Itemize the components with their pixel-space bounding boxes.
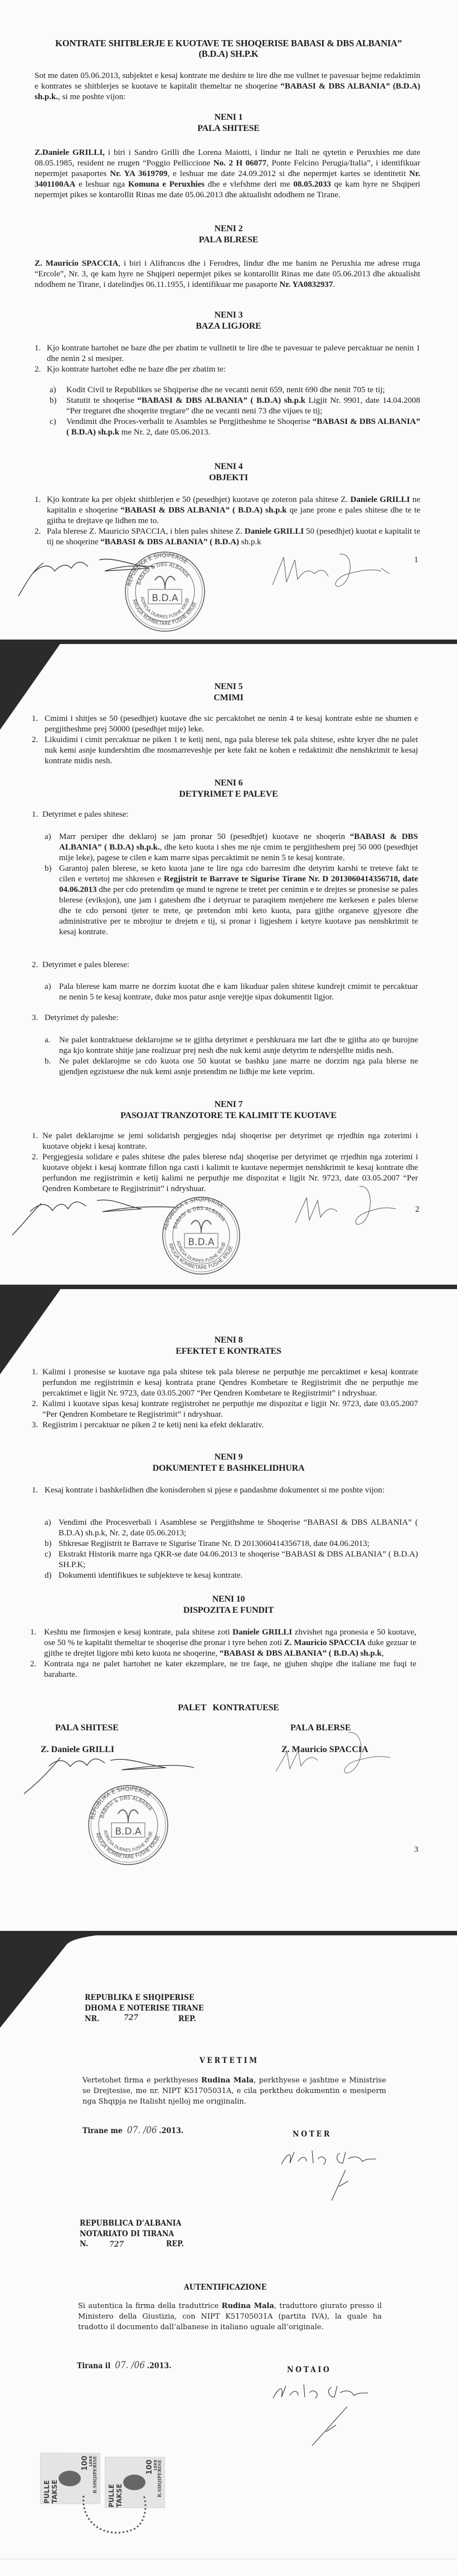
notary-header-line1: REPUBLIKA E SHQIPERISE xyxy=(85,1993,195,2002)
buyer-name: Z. Mauricio SPACCIA xyxy=(281,1745,368,1754)
item-text xyxy=(47,343,420,364)
text-run: dhe per cdo pretendim qe mund te ngrene te tretet per cenimin e te drejtes se pronesise se pales blerese (eviksjon), une jam i gateshem dhe i detyruar te paraqitem menjehere me kerkesen e pales blerse dhe te cdo personi tjeter te trete, qe pretendon mbi keto kuota, para gjithe organeve gjyesore dhe administrative per te mbrojtur te drejetn e tij, si pronar i ligjeshem i ketyre kuotave pas nenshkrimit te kesaj kontrate. xyxy=(59,885,418,936)
item-text: Detyrimet e pales shitese: xyxy=(42,810,129,819)
text-run: qe kam hyre ne Shqiperi nepermjet pikes se kontarollit Rinas me date 05.06.2013 dhe aktualisht ndodhem ne Tirane. xyxy=(35,180,420,199)
item-text xyxy=(47,526,420,548)
list-item xyxy=(45,1539,418,1549)
item-text xyxy=(42,1131,418,1152)
certification-title: VERTETIM xyxy=(200,2056,259,2065)
text-run: , Ponte Felcino Perugia/Italia”, i identifikuar nepermjet pasaportes xyxy=(35,159,420,178)
article-title: OBJEKTI xyxy=(209,473,248,482)
intro-paragraph xyxy=(35,71,420,103)
text-run: No. 2 H 06077 xyxy=(213,159,267,168)
text-run: “BABASI & DBS ALBANIA” ( B.D.A) sh.p.k. xyxy=(59,832,419,852)
item-label: 3. xyxy=(32,1421,38,1430)
article-list xyxy=(35,495,420,548)
list-item xyxy=(50,396,420,417)
text-run: Ekstrakt Historik marre nga QKR-se date 04.06.2013 te shoqerise “BABASI & DBS ALBANIA” ( B.D.A) SH.P.K; xyxy=(59,1550,418,1569)
obligations-mutual xyxy=(32,1013,418,1077)
date-year: .2013. xyxy=(147,2362,172,2370)
item-label: 1. xyxy=(30,1628,37,1637)
article-number: NENI 4 xyxy=(214,462,243,471)
rep-label: REP. xyxy=(166,2240,184,2248)
text-run: duke gezuar te gjithe te drejtet ligjore mbi keto kuota ne shoqerine, xyxy=(44,1638,417,1658)
text-run: , perkthyese e jashtme e Ministrise se Drejtesise, me nr. NIPT K51705031A, e cila perktheu dokumentin e mesiperm nga Shqipja ne Italisht njelloj me origjinalin. xyxy=(82,2076,386,2106)
article-title: DISPOZITA E FUNDIT xyxy=(183,1606,274,1615)
text-run: Kalimi i kuotave sipas kesaj kontrate regjistrohet ne perputhje me dispozitat e ligjit Nr. 9723, date 03.05.2007 “Per Qendren Kombetare te Regjistrimit” i ndryshuar. xyxy=(42,1399,418,1419)
text-run: Regjistrit te Barrave te Sigurise Tirane Nr. D 2013060414356718, date 04.06.2013 xyxy=(59,875,418,894)
list-item xyxy=(32,1367,418,1399)
contract-title: KONTRATE SHITBLERJE E KUOTAVE TE SHOQERISE BABASI & DBS ALBANIA” xyxy=(55,38,402,48)
text-run: zhvishet nga pronesia e 50 kuotave, ose 50 % te kapitalit themeltar te shoqerise dhe pronar i tyre behen zoti xyxy=(44,1628,416,1647)
item-label: a) xyxy=(45,832,51,841)
text-run: Rudina Mala xyxy=(221,2302,274,2310)
text-run: Ne palet deklarojme se cdo kuota ose 50 kuotat se bashku jane marre ne dorzim nga pala blerse ne gjendjen egzistuese dhe nuk kemi asnje pretendim ne lidhje me kete veprim. xyxy=(59,1057,418,1076)
list-item xyxy=(35,495,420,526)
item-label: c) xyxy=(50,417,56,426)
seal-text: ADRESA DURRES FUSHE KRUJE xyxy=(176,1240,227,1264)
item-label: b) xyxy=(50,396,57,405)
text-run: Vendimit dhe Proces-verbalit te Asambles se Pergjitheshme te Shoqerise xyxy=(66,417,313,426)
text-run: Kjo kontrate hartohet edhe ne baze dhe per zbatim te: xyxy=(47,365,226,374)
seal-text: REPUBLIKA E SHQIPERISE xyxy=(126,552,188,587)
article-title: DETYRIMET E PALEVE xyxy=(179,789,278,799)
list-item xyxy=(50,417,420,438)
item-text xyxy=(59,1539,418,1549)
list-item xyxy=(35,364,420,375)
list-item xyxy=(30,1659,416,1680)
seller-name: Z. Daniele GRILLI xyxy=(41,1745,115,1754)
text-run: Nr. YA 3619709 xyxy=(110,169,168,178)
text-run: “BABASI & DBS ALBANIA” (B.D.A) sh.p.k. xyxy=(35,82,421,101)
company-seal xyxy=(124,551,206,632)
seal-text: RRUGA KOMBETARE FUSHE KRUJE xyxy=(94,1832,162,1861)
rep-label: REP. xyxy=(178,2014,196,2023)
notary-round-stamp xyxy=(78,2485,150,2540)
item-text xyxy=(59,832,418,863)
item-label: b) xyxy=(45,1539,52,1548)
seal-text: BABASI & DBS ALBANIA xyxy=(172,1206,226,1230)
item-text xyxy=(42,1367,418,1399)
article-list xyxy=(35,343,420,438)
list-item xyxy=(30,1627,416,1659)
seal-text: B.D.A xyxy=(115,1826,142,1837)
text-run: Z. Mauricio SPACCIA xyxy=(284,1638,366,1647)
item-text xyxy=(59,1518,418,1539)
item-label: 1. xyxy=(32,714,38,723)
text-run: i biri i Sandro Grilli dhe Lorena Maiotti, i lindur ne Itali ne qytetin e Peruxhies me date 08.05.1985, resident ne rrugen “Poggio Pelliccione xyxy=(35,148,420,168)
item-label: 2. xyxy=(35,365,41,374)
date-prefix: Tirane me xyxy=(82,2126,123,2135)
notary-signature xyxy=(279,2148,390,2203)
text-run: “BABASI & DBS ALBANIA” ( B.D.A) sh.p.k xyxy=(137,396,306,405)
text-run: Marr persiper dhe deklaroj se jam pronar 50 (pesedhjet) kuotave ne shoqerin xyxy=(59,832,350,841)
company-seal xyxy=(87,1784,169,1866)
page-number: 1 xyxy=(414,555,419,564)
list-item xyxy=(35,343,420,364)
buyer-signature xyxy=(270,1730,393,1783)
text-run: “BABASI & DBS ALBANIA” ( B.D.A) sh.p.k xyxy=(66,417,420,437)
text-run: Kesaj kontrate i bashkelidhen dhe konisderohen si pjese e pandashme dokumentet si me poshte vijon: xyxy=(45,1486,385,1495)
text-run: Pergjegjesia solidare e pales shitese dhe pales blerese ndaj shoqerise per detyrimet qe rrjedhin nga zoterimi i kuotave objekt i kesaj kontrate fillon nga casti i kalimit te kuotave nepermjet nenshkrimit te kesaj kontrate dhe perfundon me regjistrimin e ketij kalimi ne perputhje me dispozitat e ligjit Nr. 9723, date 03.05.2007 “Per Qendren Kombetare te Regjistrimit” i ndryshuar. xyxy=(42,1153,418,1193)
article-list xyxy=(32,1485,400,1496)
item-label: a) xyxy=(45,982,51,991)
text-run: Cmimi i shitjes se 50 (pesedhjet) kuotave dhe sic percaktohet ne nenin 4 te kesaj kontrate eshte ne shumen e pergjitheshme prej 50000 (pesedhjet mije) leke. xyxy=(45,714,418,734)
page-separator xyxy=(0,640,457,644)
seal-text: BABASI & DBS ALBANIA xyxy=(136,562,190,586)
article-number: NENI 3 xyxy=(214,310,243,320)
tax-stamp-issuer: R.SHQIPERISE xyxy=(92,2456,98,2494)
nr-value: 727 xyxy=(124,2013,139,2022)
item-label: b. xyxy=(45,1057,51,1066)
text-run: Shkresae Regjistrit te Barrave te Sigurise Tirane Nr. D 2013060414356718, date 04.06.2013; xyxy=(59,1539,370,1548)
item-text xyxy=(59,863,418,938)
text-run: Pala blerese kam marre ne dorzim kuotat dhe e kam likuduar palen shitese kundrejt cmimit te percaktuar ne nenin 5 te kesaj kontrate, duke mos patur asnje verejtje sipas dokumentit ligjor. xyxy=(59,982,418,1002)
item-text xyxy=(59,1570,418,1581)
text-run: Vendimi dhe Procesverbali i Asamblese se Pergjithshme te Shoqerise “BABASI & DBS ALBANIA” ( B.D.A) sh.p.k, Nr. 2, date 05.06.2013; xyxy=(59,1518,418,1538)
seal-text: ADRESA DURRES FUSHE KRUJE xyxy=(103,1829,154,1853)
nr-label: NR. xyxy=(85,2014,100,2023)
article-title: PASOJAT TRANZOTORE TE KALIMIT TE KUOTAVE xyxy=(120,1111,337,1120)
article-title: PALA BLRESE xyxy=(198,235,259,245)
seal-text: REPUBLIKA E SHQIPERISE xyxy=(162,1196,225,1231)
tax-stamp-value: 100 xyxy=(145,2460,154,2475)
item-text xyxy=(66,417,420,438)
item-label: c) xyxy=(45,1550,51,1559)
item-label: 2. xyxy=(32,960,38,969)
article-number: NENI 2 xyxy=(214,224,243,233)
text-run: Ligjit Nr. 9901, date 14.04.2008 “Per tregtaret dhe shoqerite tregtare” dhe ne vecanti neni 73 dhe vijues te tij; xyxy=(66,396,420,416)
text-run: Nr. 3401100AA xyxy=(35,169,420,189)
text-run: me Nr. 2, date 05.06.2013. xyxy=(119,428,211,437)
text-run: Z. Mauricio SPACCIA xyxy=(35,259,119,268)
item-label: 1. xyxy=(35,344,41,353)
text-run: , dhe keto kuota i shes me nje cmim te pergjitheshem prej 50 000 (pesedhjet mije leke), pagese te cilen e kam marre sipas percaktimit ne nenin 5 te kesaj kontrate. xyxy=(59,843,419,862)
contract-subtitle: (B.D.A) SH.P.K xyxy=(198,48,259,59)
seller-signature xyxy=(8,1195,181,1237)
text-run: Kontrata nga ne palet hartohet ne kater ekzemplare, ne tre faqe, ne gjuhen shqipe dhe italiane me fuqi te barabarte. xyxy=(44,1660,416,1679)
item-text xyxy=(44,1659,416,1680)
text-run: 50 (pesedhjet) kuotat e kapitalit te tij ne shoqerine xyxy=(47,527,421,547)
item-label: 2. xyxy=(30,1660,37,1668)
text-run: Kalimi i pronesise se kuotave nga pala shitese tek pala blerese ne perputhje me percaktimet e kesaj kontrate perfundon me regjistrimin e kesaj kontrata prane Qendres Kombetare te Regjistrimit dhe ne perputhje me percaktimet e ligjit Nr. 9723, date 03.05.2007 “Per Qendren Kombetare te Regjistrimit” i ndryshuar. xyxy=(42,1368,418,1398)
certification-date xyxy=(82,2125,183,2136)
item-text xyxy=(42,1399,418,1420)
text-run: . xyxy=(333,280,335,289)
article-number: NENI 9 xyxy=(214,1452,243,1462)
list-item xyxy=(50,385,420,396)
item-text xyxy=(45,735,418,767)
seal-text: RRUGA KOMBETARE FUSHE KRUJE xyxy=(167,1242,235,1271)
authentication-date xyxy=(77,2360,172,2372)
item-text xyxy=(59,982,418,1003)
item-label: 3. xyxy=(32,1013,38,1022)
text-run: ne kapitalin e shoqerine xyxy=(47,495,420,515)
notary-header-line2: DHOMA E NOTERISE TIRANE xyxy=(85,2004,204,2013)
article-number: NENI 7 xyxy=(214,1100,243,1109)
tax-stamp-title: PULLE TAKSE xyxy=(108,2484,123,2507)
item-label: 1. xyxy=(32,1368,38,1377)
buyer-signature xyxy=(270,552,398,593)
article-number: NENI 6 xyxy=(214,778,243,788)
tax-stamp-value: 100 xyxy=(81,2456,89,2471)
text-run: Pala blerese Z. Mauricio SPACCIA, i blen pales shitese Z. xyxy=(47,527,245,536)
text-run: , si me poshte vijon: xyxy=(58,92,126,101)
list-item xyxy=(45,1518,418,1539)
page-number: 2 xyxy=(415,1205,420,1214)
item-label: 2. xyxy=(32,1153,38,1162)
item-text xyxy=(59,1056,418,1077)
list-heading xyxy=(32,960,418,970)
article-title: EFEKTET E KONTRATES xyxy=(176,1346,281,1356)
text-run: , traduttore giurato presso il Ministero della Giustizia, con NIPT K51705031A (partita IVA), la quale ha tradotto il documento dall’albanese in italiano uguale all’originale. xyxy=(78,2302,382,2331)
page-number: 3 xyxy=(414,1845,419,1854)
list-item xyxy=(32,714,418,735)
text-run: Kjo kontrate ka per objekt shitblerjen e 50 (pesedhjet) kuotave qe zoteron pala shitese Z. xyxy=(47,495,351,504)
seal-text: REPUBLIKA E SHQIPERISE xyxy=(89,1785,152,1820)
list-item xyxy=(35,526,420,548)
text-run: Ne palet deklarojme se jemi solidarish pergjegjes ndaj shoqerise per detyrimet qe rrjedhin nga zoterimi i kuotave objekt i kesaj kontrate. xyxy=(42,1131,418,1151)
item-text xyxy=(47,495,420,526)
authentication-text xyxy=(78,2301,382,2333)
attached-documents-list xyxy=(45,1518,418,1581)
text-run: Ne palet kontraktuese deklarojme se te gjitha detyrimet e pershkruara me lart dhe te gjitha ato qe burojne nga kjo kontrate shitje jane realizuar prej nesh dhe nuk kemi asnje detyrim te ndersjellte midis nesh. xyxy=(59,1036,418,1055)
text-run: , xyxy=(381,1649,384,1658)
list-item xyxy=(32,1485,400,1496)
article-title: CMIMI xyxy=(213,693,244,702)
list-item xyxy=(45,982,418,1003)
article-number: NENI 5 xyxy=(214,682,243,691)
notary-label: NOTER xyxy=(293,2130,332,2139)
item-text xyxy=(59,1549,418,1570)
list-item xyxy=(45,832,418,863)
list-item xyxy=(45,1570,418,1581)
nr-label: N. xyxy=(80,2240,89,2248)
text-run: e leshuar nga xyxy=(75,180,128,189)
item-text xyxy=(47,364,420,375)
list-item xyxy=(45,1549,418,1570)
obligations-buyer xyxy=(32,960,418,1003)
date-prefix: Tirana il xyxy=(77,2362,111,2370)
item-text xyxy=(44,1627,416,1659)
text-run: Sot me daten 05.06.2013, subjektet e kesaj kontrate me deshire te lire dhe me vullnet te pavesuar bejme redaktimin e kontrates se shitblerjes se kuotave te kapitalit themeltar ne shoqerine xyxy=(35,71,420,91)
text-run: , i biri i Alifrancos dhe i Ferodres, lindur dhe me banim ne Peruxhia me adrese rruga “Ercole”, Nr. 3, qe kam hyre ne Shqiperi nepermjet pikes se kontarollit Rinas me date 05.06.2013 dhe aktualisht ndodhem ne Tirane, i datelindjes 06.11.1955, i identifikuar me pasaporte xyxy=(35,259,420,289)
text-run: “BABASI & DBS ALBANIA” ( B.D.A) xyxy=(100,538,240,547)
tax-stamp-unit: LEKE xyxy=(153,2460,158,2471)
item-label: b) xyxy=(45,864,52,873)
seal-text: B.D.A xyxy=(188,1237,215,1248)
item-label: 1. xyxy=(35,495,41,504)
nr-value: 727 xyxy=(109,2240,124,2249)
list-heading xyxy=(32,1013,418,1023)
tax-stamp-issuer: R.SHQIPERISE xyxy=(157,2460,162,2497)
date-handwritten: 07. /06 xyxy=(115,2360,145,2371)
text-run: Keshtu me firmosjen e kesaj kontrate, pala shitese zoti xyxy=(44,1628,233,1637)
text-run: Dokumenti identifikues te subjekteve te kesaj kontrate. xyxy=(59,1571,243,1580)
item-label: d) xyxy=(45,1571,52,1580)
item-text: Detyrimet e pales blerese: xyxy=(42,960,130,969)
seller-paragraph xyxy=(35,148,420,201)
certification-text xyxy=(82,2075,386,2107)
text-run: Kodit Civil te Republikes se Shqiperise dhe ne vecanti nenit 659, nenit 690 dhe nenit 705 te tij; xyxy=(66,386,385,394)
contracting-parties-title: PALET KONTRATUESE xyxy=(178,1703,279,1713)
seal-text: BABASI & DBS ALBANIA xyxy=(99,1795,153,1819)
article-number: NENI 1 xyxy=(214,113,243,122)
text-run: Garantoj palen blerese, se keto kuota jane te lire nga cdo barresim dhe detyrim karshi te treteve fakt te cilen e vertetoj me shkresen e xyxy=(59,864,418,884)
item-label: 1. xyxy=(32,1131,38,1140)
text-run: dhe e vlefshme deri me xyxy=(205,180,294,189)
notary-header-line1: REPUBBLICA D’ALBANIA xyxy=(80,2219,182,2228)
notary-header-line2: NOTARIATO DI TIRANA xyxy=(80,2229,174,2238)
scan-shadow xyxy=(0,1933,128,2033)
list-item xyxy=(45,1035,418,1056)
authentication-title: AUTENTIFICAZIONE xyxy=(184,2283,267,2292)
text-run: Statutit te shoqerise xyxy=(66,396,138,405)
text-run: Daniele GRILLI xyxy=(244,527,304,536)
company-seal xyxy=(162,1196,241,1275)
item-label: 1. xyxy=(32,810,38,819)
list-heading xyxy=(32,809,418,820)
list-item xyxy=(32,1420,418,1431)
text-run: Regjistrim i percaktuar ne piken 2 te ketij neni ka efekt deklarativ. xyxy=(42,1421,264,1430)
article-title: BAZA LIGJORE xyxy=(196,321,261,331)
item-text xyxy=(45,1485,400,1496)
text-run: 08.05.2033 xyxy=(293,180,331,189)
text-run: Nr. YA0832937 xyxy=(279,280,333,289)
item-text xyxy=(45,714,418,735)
item-label: 2. xyxy=(32,735,38,744)
item-label: a) xyxy=(45,1518,51,1527)
article-number: NENI 8 xyxy=(214,1335,243,1345)
list-item xyxy=(32,1399,418,1420)
list-item xyxy=(45,863,418,938)
notary-signature xyxy=(270,2382,382,2448)
article-title: PALA SHITESE xyxy=(197,124,260,133)
obligations-seller xyxy=(32,809,418,938)
seal-text: RRUGA KOMBETARE FUSHE KRUJE xyxy=(130,598,198,627)
list-item xyxy=(45,1056,418,1077)
article-title: DOKUMENTET E BASHKELIDHURA xyxy=(152,1463,305,1473)
text-run: Kjo kontrate hartohet ne baze dhe per zbatim te vullnetit te lire dhe te pavesuar te paleve percaktuar ne nenin 1 dhe nenin 2 si mesiper. xyxy=(47,344,420,363)
buyer-paragraph xyxy=(35,258,420,290)
text-run: Vertetohet firma e perkthyeses xyxy=(82,2076,202,2085)
list-item xyxy=(32,1131,418,1152)
item-label: 2. xyxy=(35,527,41,536)
list-item xyxy=(32,735,418,767)
text-run: Rudina Mala xyxy=(201,2076,254,2085)
article-list xyxy=(30,1627,416,1680)
seal-text: B.D.A xyxy=(152,593,178,604)
text-run: “BABASI & DBS ALBANIA” ( B.D.A) sh.p.k xyxy=(219,1649,382,1658)
item-label: a) xyxy=(50,386,56,394)
item-text xyxy=(66,396,420,417)
text-run: “BABASI & DBS ALBANIA” ( B.D.A) sh.p.k xyxy=(120,506,287,515)
date-handwritten: 07. /06 xyxy=(127,2125,157,2136)
item-text: Detyrimet dy paleshe: xyxy=(45,1013,119,1022)
article-list xyxy=(32,714,418,767)
item-text xyxy=(42,1420,418,1431)
item-label: 2. xyxy=(32,1399,38,1408)
text-run: Daniele GRILLI xyxy=(350,495,410,504)
seal-text: ADRESA DURRES FUSHE KRUJE xyxy=(139,596,191,620)
notary-label: NOTAIO xyxy=(287,2365,332,2374)
tax-stamp-unit: LEKE xyxy=(89,2456,93,2467)
text-run: Si autentica la firma della traduttrice xyxy=(78,2302,222,2310)
seller-label: PALA SHITESE xyxy=(55,1723,119,1733)
item-label: a. xyxy=(45,1036,51,1045)
date-year: .2013. xyxy=(159,2126,184,2135)
article-number: NENI 10 xyxy=(212,1594,245,1604)
buyer-signature xyxy=(293,1184,404,1234)
item-text xyxy=(59,1035,418,1056)
article-list xyxy=(32,1367,418,1431)
item-label: 1. xyxy=(32,1486,38,1495)
text-run: Komuna e Peruxhies xyxy=(128,180,205,189)
buyer-label: PALA BLERSE xyxy=(290,1723,351,1733)
text-run: qe jane prone e pales shitese dhe te te gjitha te drejtave qe lidhen me to. xyxy=(47,506,421,525)
text-run: sh.p.k xyxy=(239,538,261,547)
text-run: , e leshuar me date 24.09.2012 si dhe nepermjet kartes se identitetit xyxy=(167,169,410,178)
item-text xyxy=(66,385,420,396)
tax-stamp-title: PULLE TAKSE xyxy=(43,2480,59,2504)
text-run: Likuidimi i cimit percaktuar ne piken 1 te ketij neni, nga pala blerese tek pala shitese, eshte kryer dhe ne palet nuk kemi asnje kundershtim dhe mosmarreveshje per kete fakt ne kohen e redaktimit dhe nenshkrimit te kesaj kontrate midis nesh. xyxy=(45,735,418,765)
text-run: Daniele GRILLI xyxy=(232,1628,293,1637)
page-separator xyxy=(0,1285,457,1289)
text-run: Z.Daniele GRILLI, xyxy=(35,148,105,157)
